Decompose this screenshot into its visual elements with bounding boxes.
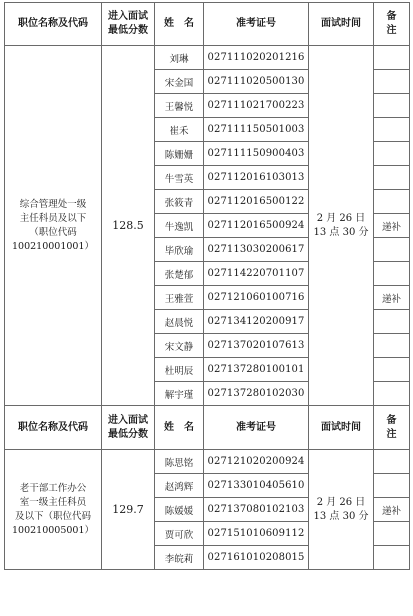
exam-number: 027137280100101	[204, 358, 309, 382]
position-cell	[5, 46, 102, 406]
position-line: （职位代码	[29, 226, 77, 238]
header-min-score	[102, 406, 155, 450]
exam-number: 027137020107613	[204, 334, 309, 358]
header-min-score-line1: 进入面试	[108, 414, 148, 426]
note-cell	[374, 118, 410, 142]
note-cell	[374, 474, 410, 498]
header-min-score	[102, 3, 155, 46]
note-cell: 递补	[374, 214, 410, 238]
position-line: 综合管理处一级	[19, 198, 87, 210]
header-note-line1: 备	[386, 11, 397, 22]
header-note-line2: 注	[386, 428, 397, 440]
header-note-line1: 备	[386, 414, 397, 426]
header-min-score-line1: 进入面试	[108, 11, 148, 22]
note-cell	[374, 262, 410, 286]
position-line: 老干部工作办公	[19, 482, 87, 494]
header-row	[5, 3, 410, 46]
header-position: 职位名称及代码	[5, 3, 102, 46]
exam-number: 027113030200617	[204, 238, 309, 262]
position-line: 100210001001）	[11, 240, 95, 252]
table-body-group2	[5, 406, 410, 570]
candidate-name: 解宇瑾	[155, 382, 204, 406]
candidate-name: 牛雪英	[155, 166, 204, 190]
note-cell	[374, 358, 410, 382]
note-cell: 递补	[374, 286, 410, 310]
candidate-name: 宋文静	[155, 334, 204, 358]
header-interview-time: 面试时间	[309, 3, 374, 46]
candidate-name: 赵晨悦	[155, 310, 204, 334]
note-cell	[374, 546, 410, 570]
note-cell	[374, 450, 410, 474]
candidate-name: 宋金国	[155, 70, 204, 94]
exam-number: 027133010405610	[204, 474, 309, 498]
interview-date: 2 月 26 日	[316, 212, 366, 224]
candidate-name: 赵鸿辉	[155, 474, 204, 498]
header-exam-number: 准考证号	[204, 3, 309, 46]
table-row	[5, 46, 410, 70]
exam-number: 027161010208015	[204, 546, 309, 570]
note-cell	[374, 190, 410, 214]
min-score-cell: 128.5	[102, 46, 155, 406]
candidate-name: 崔禾	[155, 118, 204, 142]
candidate-name: 王雅萱	[155, 286, 204, 310]
candidate-name: 刘琳	[155, 46, 204, 70]
position-cell	[5, 450, 102, 570]
exam-number: 027111020500130	[204, 70, 309, 94]
position-line: 室一级主任科员	[19, 496, 87, 508]
header-position: 职位名称及代码	[5, 406, 102, 450]
header-interview-time: 面试时间	[309, 406, 374, 450]
position-line: 主任科员及以下	[19, 212, 87, 224]
note-cell	[374, 142, 410, 166]
min-score-cell: 129.7	[102, 450, 155, 570]
candidate-name: 贾可欣	[155, 522, 204, 546]
note-cell	[374, 238, 410, 262]
candidate-name: 杜明辰	[155, 358, 204, 382]
header-exam-number: 准考证号	[204, 406, 309, 450]
candidate-name: 张楚郁	[155, 262, 204, 286]
candidate-name: 张筱青	[155, 190, 204, 214]
interview-hour: 13 点 30 分	[313, 226, 369, 238]
candidate-name: 毕欣瑜	[155, 238, 204, 262]
candidate-name: 李皖莉	[155, 546, 204, 570]
candidate-name: 王馨悦	[155, 94, 204, 118]
note-cell	[374, 46, 410, 70]
exam-number: 027112016500924	[204, 214, 309, 238]
exam-number: 027112016500122	[204, 190, 309, 214]
note-cell	[374, 310, 410, 334]
header-note	[374, 406, 410, 450]
header-name: 姓 名	[155, 406, 204, 450]
position-line: 及以下（职位代码	[14, 510, 91, 522]
candidate-name: 陈媛媛	[155, 498, 204, 522]
interview-time-cell	[309, 450, 374, 570]
header-min-score-line2: 最低分数	[108, 25, 148, 36]
interview-time-cell	[309, 46, 374, 406]
exam-number: 027111150501003	[204, 118, 309, 142]
position-line: 100210005001）	[11, 524, 95, 536]
header-row	[5, 406, 410, 450]
exam-number: 027111150900403	[204, 142, 309, 166]
header-note	[374, 3, 410, 46]
candidate-name: 陈思铭	[155, 450, 204, 474]
table-body-group1	[5, 3, 410, 406]
exam-number: 027111021700223	[204, 94, 309, 118]
header-note-line2: 注	[386, 25, 397, 36]
header-name: 姓 名	[155, 3, 204, 46]
exam-number: 027134120200917	[204, 310, 309, 334]
note-cell	[374, 382, 410, 406]
exam-number: 027151010609112	[204, 522, 309, 546]
header-min-score-line2: 最低分数	[108, 428, 148, 440]
note-cell	[374, 334, 410, 358]
note-cell	[374, 70, 410, 94]
exam-number: 027121020200924	[204, 450, 309, 474]
exam-number: 027137080102103	[204, 498, 309, 522]
table-row	[5, 450, 410, 474]
exam-number: 027137280102030	[204, 382, 309, 406]
interview-table	[4, 2, 410, 570]
candidate-name: 陈姗姗	[155, 142, 204, 166]
note-cell: 递补	[374, 498, 410, 522]
note-cell	[374, 522, 410, 546]
exam-number: 027112016103013	[204, 166, 309, 190]
exam-number: 027111020201216	[204, 46, 309, 70]
interview-hour: 13 点 30 分	[313, 510, 369, 522]
exam-number: 027121060100716	[204, 286, 309, 310]
note-cell	[374, 166, 410, 190]
candidate-name: 牛逸凯	[155, 214, 204, 238]
note-cell	[374, 94, 410, 118]
interview-date: 2 月 26 日	[316, 496, 366, 508]
exam-number: 027114220701107	[204, 262, 309, 286]
